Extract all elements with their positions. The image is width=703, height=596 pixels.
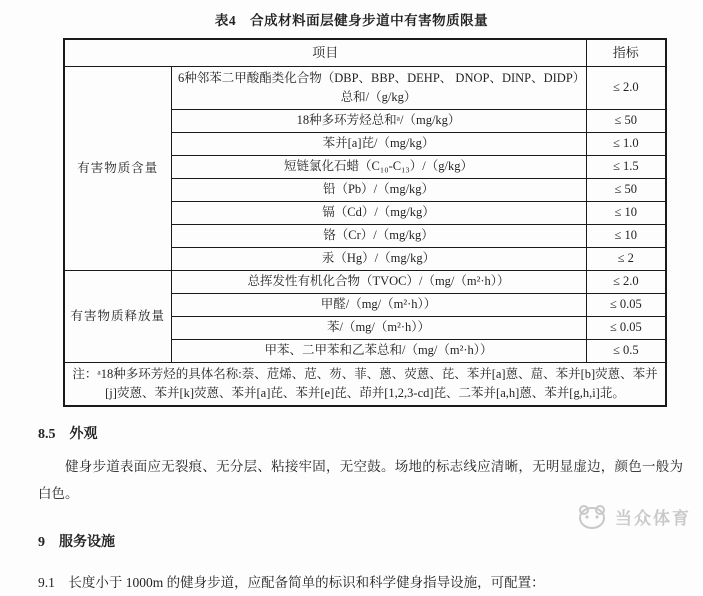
item-cell: 汞（Hg）/（mg/kg）	[171, 248, 586, 271]
group-label-content: 有害物质含量	[64, 67, 171, 271]
item-cell: 总挥发性有机化合物（TVOC）/（mg/（m²·h））	[171, 271, 586, 294]
limit-cell: ≤ 10	[586, 202, 666, 225]
item-cell: 甲醛/（mg/（m²·h））	[171, 294, 586, 317]
limit-cell: ≤ 0.05	[586, 294, 666, 317]
brand-logo-icon	[575, 501, 609, 531]
table-title: 表4 合成材料面层健身步道中有害物质限量	[214, 13, 489, 28]
item-cell: 甲苯、二甲苯和乙苯总和/（mg/（m²·h））	[171, 340, 586, 363]
watermark	[575, 501, 691, 531]
hazard-limits-table	[63, 38, 667, 407]
limit-cell: ≤ 10	[586, 225, 666, 248]
item-cell: 铬（Cr）/（mg/kg）	[171, 225, 586, 248]
item-cell: 镉（Cd）/（mg/kg）	[171, 202, 586, 225]
limit-cell: ≤ 2	[586, 248, 666, 271]
section-heading-appearance: 8.5 外观	[38, 427, 98, 442]
limit-cell: ≤ 1.0	[586, 133, 666, 156]
limit-cell: ≤ 50	[586, 110, 666, 133]
table-row	[64, 271, 666, 294]
section-paragraph-appearance: 健身步道表面应无裂痕、无分层、粘接牢固，无空鼓。场地的标志线应清晰，无明显虚边，颜色一般为白色。	[38, 459, 683, 501]
section-paragraph-service: 9.1 长度小于 1000m 的健身步道，应配备简单的标识和科学健身指导设施，可配置：	[38, 575, 545, 590]
item-cell: 铅（Pb）/（mg/kg）	[171, 179, 586, 202]
column-header-limit: 指标	[586, 39, 666, 67]
watermark-text: 当众体育	[615, 508, 691, 528]
item-cell: 6种邻苯二甲酸酯类化合物（DBP、BBP、DEHP、 DNOP、DINP、DIDP）总和/（g/kg）	[171, 67, 586, 110]
limit-cell: ≤ 50	[586, 179, 666, 202]
limit-cell: ≤ 0.05	[586, 317, 666, 340]
column-header-item: 项目	[64, 39, 586, 67]
limit-cell: ≤ 0.5	[586, 340, 666, 363]
table-note: 注：ᵃ18种多环芳烃的具体名称:萘、苊烯、苊、芴、菲、蒽、荧蒽、芘、苯并[a]蒽、䓛、苯并[b]荧蒽、苯并[j]荧蒽、苯并[k]荧蒽、苯并[a]芘、苯并[e]芘、茚并[1,2,3-cd]芘、二苯并[a,h]蒽、苯并[g,h,i]苝。	[64, 363, 666, 407]
group-label-emission: 有害物质释放量	[64, 271, 171, 363]
table-header-row	[64, 39, 666, 67]
limit-cell: ≤ 1.5	[586, 156, 666, 179]
table-note-row	[64, 363, 666, 407]
limit-cell: ≤ 2.0	[586, 271, 666, 294]
item-cell: 苯并[a]芘/（mg/kg）	[171, 133, 586, 156]
limit-cell: ≤ 2.0	[586, 67, 666, 110]
table-row	[64, 67, 666, 110]
item-cell: 18种多环芳烃总和ᵃ/（mg/kg）	[171, 110, 586, 133]
item-cell: 短链氯化石蜡（C₁₀-C₁₃）/（g/kg）	[171, 156, 586, 179]
item-cell: 苯/（mg/（m²·h））	[171, 317, 586, 340]
section-heading-service: 9 服务设施	[38, 535, 115, 550]
